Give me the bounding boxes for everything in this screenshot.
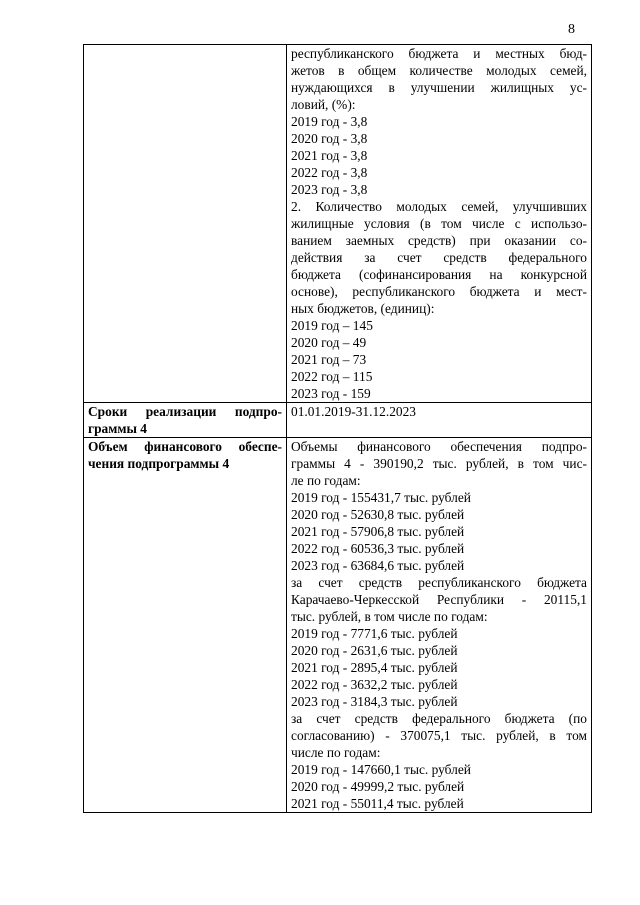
text-line: чения подпрограммы 4 (88, 456, 230, 471)
text-line: 2019 год - 147660,1 тыс. рублей (291, 762, 471, 777)
text-line: 2023 год - 159 (291, 386, 371, 401)
text-line: 2021 год - 3,8 (291, 148, 368, 163)
text-line: 2023 год - 63684,6 тыс. рублей (291, 558, 465, 573)
text-line: ловий, (%): (291, 97, 356, 112)
text-line: 2020 год - 52630,8 тыс. рублей (291, 507, 465, 522)
row-label-cell (84, 438, 287, 813)
text-line: 2021 год - 57906,8 тыс. рублей (291, 524, 465, 539)
text-line: 2019 год - 7771,6 тыс. рублей (291, 626, 458, 641)
text-line: за счет средств республиканского бюджета (291, 575, 587, 590)
text-line: 2020 год – 49 (291, 335, 367, 350)
text-line: числе по годам: (291, 745, 381, 760)
text-line: 2023 год - 3,8 (291, 182, 368, 197)
text-line: 2019 год – 145 (291, 318, 373, 333)
text-line: Объем финансового обеспе- (88, 439, 282, 454)
text-line: 2021 год – 73 (291, 352, 367, 367)
table-row-implementation-period (84, 403, 592, 438)
text-line: бюджета (софинансирования на конкурсной (291, 267, 587, 282)
text-line: согласованию) - 370075,1 тыс. рублей, в том (291, 728, 587, 743)
text-line: ле по годам: (291, 473, 361, 488)
text-line: ных бюджетов, (единиц): (291, 301, 435, 316)
text-line: республиканского бюджета и местных бюд- (291, 46, 587, 61)
page-number: 8 (568, 22, 575, 37)
text-line: граммы 4 (88, 421, 147, 436)
text-line: жилищные условия (в том числе с использо- (291, 216, 587, 231)
text-line: Карачаево-Черкесской Республики - 20115,1 (291, 592, 587, 607)
text-line: за счет средств федерального бюджета (по (291, 711, 587, 726)
text-line: основе), республиканского бюджета и мест- (291, 284, 587, 299)
text-line: жетов в общем количестве молодых семей, (291, 63, 587, 78)
text-line: 2022 год - 60536,3 тыс. рублей (291, 541, 465, 556)
text-line: 2019 год - 155431,7 тыс. рублей (291, 490, 471, 505)
text-line: Объемы финансового обеспечения подпро- (291, 439, 587, 454)
row-label-cell (84, 45, 287, 403)
text-line: нуждающихся в улучшении жилищных ус- (291, 80, 587, 95)
table-row-financing-volume (84, 438, 592, 813)
text-line: 2021 год - 2895,4 тыс. рублей (291, 660, 458, 675)
row-label-cell (84, 403, 287, 438)
text-line: 2. Количество молодых семей, улучшивших (291, 199, 587, 214)
row-value-cell (287, 403, 592, 438)
text-line: действия за счет средств федерального (291, 250, 587, 265)
text-line: 2021 год - 55011,4 тыс. рублей (291, 796, 464, 811)
text-line: тыс. рублей, в том числе по годам: (291, 609, 488, 624)
passport-table (83, 44, 592, 813)
row-value-cell (287, 45, 592, 403)
text-line: 2022 год – 115 (291, 369, 373, 384)
text-line: 2020 год - 49999,2 тыс. рублей (291, 779, 465, 794)
table-row-indicators (84, 45, 592, 403)
text-line: Сроки реализации подпро- (88, 404, 282, 419)
text-line: 2019 год - 3,8 (291, 114, 368, 129)
text-line: 2022 год - 3,8 (291, 165, 368, 180)
text-line: 2023 год - 3184,3 тыс. рублей (291, 694, 458, 709)
row-value-cell (287, 438, 592, 813)
text-line: 2022 год - 3632,2 тыс. рублей (291, 677, 458, 692)
text-line: 2020 год - 3,8 (291, 131, 368, 146)
text-line: 01.01.2019-31.12.2023 (291, 404, 416, 419)
text-line: граммы 4 - 390190,2 тыс. рублей, в том чис- (291, 456, 587, 471)
text-line: ванием заемных средств) при оказании со- (291, 233, 587, 248)
text-line: 2020 год - 2631,6 тыс. рублей (291, 643, 458, 658)
